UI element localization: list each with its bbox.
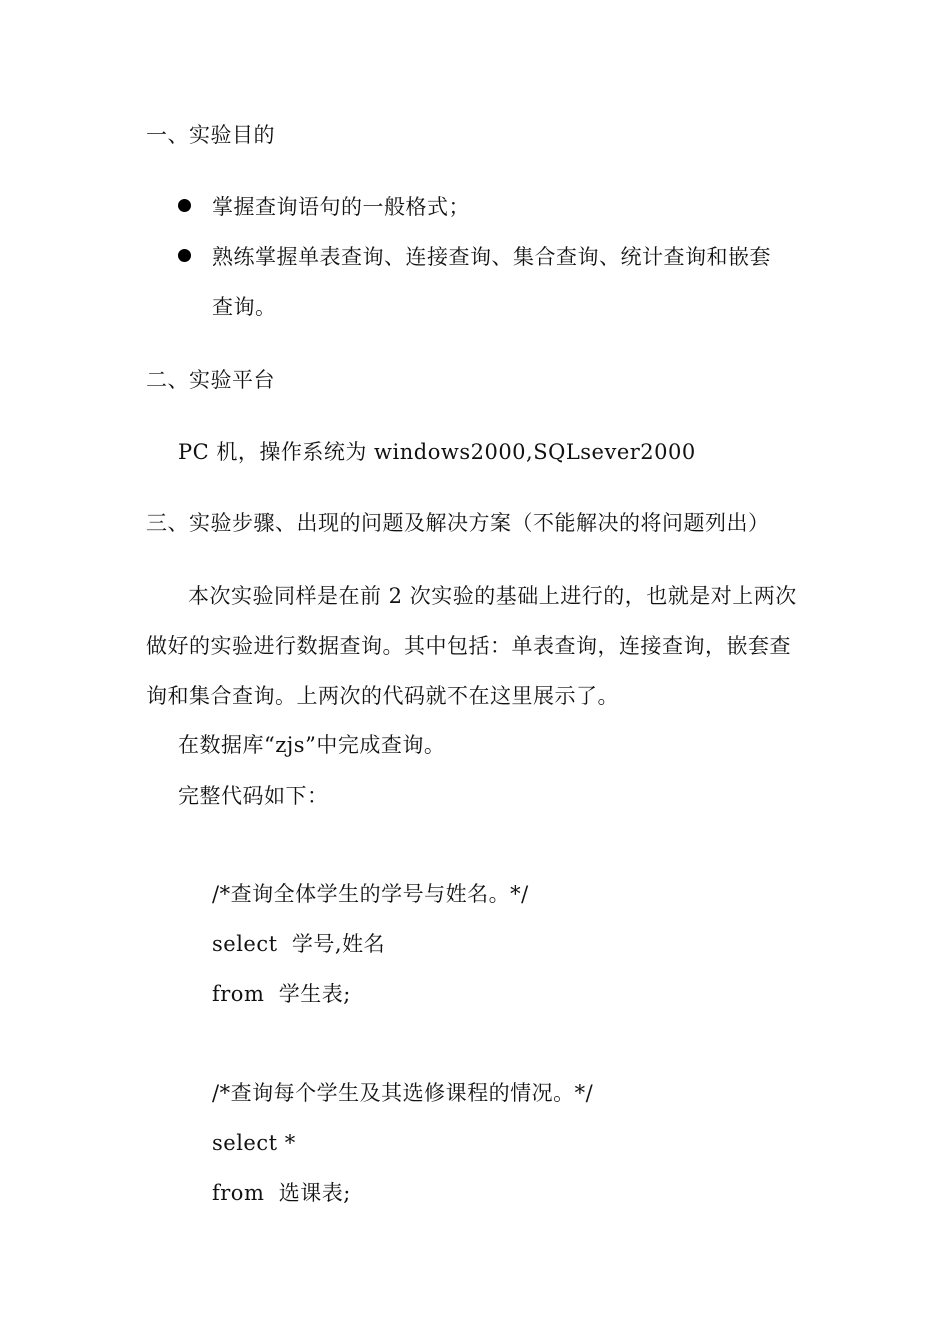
code-select-1: select 学号,姓名 xyxy=(212,932,386,956)
paragraph-line-1: 本次实验同样是在前 2 次实验的基础上进行的，也就是对上两次 xyxy=(188,584,797,608)
bullet-dot-icon xyxy=(178,249,191,262)
section-3-title: 三、实验步骤、出现的问题及解决方案（不能解决的将问题列出） xyxy=(146,511,770,535)
bullet-item-2: 熟练掌握单表查询、连接查询、集合查询、统计查询和嵌套 xyxy=(212,245,771,269)
code-from-1: from 学生表; xyxy=(212,982,351,1006)
paragraph-line-2: 做好的实验进行数据查询。其中包括：单表查询，连接查询，嵌套查 xyxy=(146,634,791,658)
code-comment-2: /*查询每个学生及其选修课程的情况。*/ xyxy=(212,1081,594,1105)
code-select-2: select * xyxy=(212,1131,296,1155)
section-1-title: 一、实验目的 xyxy=(146,123,275,147)
database-note: 在数据库“zjs”中完成查询。 xyxy=(178,733,446,757)
code-from-2: from 选课表; xyxy=(212,1181,351,1205)
code-intro: 完整代码如下： xyxy=(178,784,329,808)
code-comment-1: /*查询全体学生的学号与姓名。*/ xyxy=(212,882,529,906)
section-2-title: 二、实验平台 xyxy=(146,368,275,392)
bullet-dot-icon xyxy=(178,199,191,212)
paragraph-line-3: 询和集合查询。上两次的代码就不在这里展示了。 xyxy=(146,684,619,708)
bullet-item-1: 掌握查询语句的一般格式； xyxy=(212,195,470,219)
platform-text: PC 机，操作系统为 windows2000,SQLsever2000 xyxy=(178,440,696,464)
bullet-item-2-continued: 查询。 xyxy=(212,295,277,319)
